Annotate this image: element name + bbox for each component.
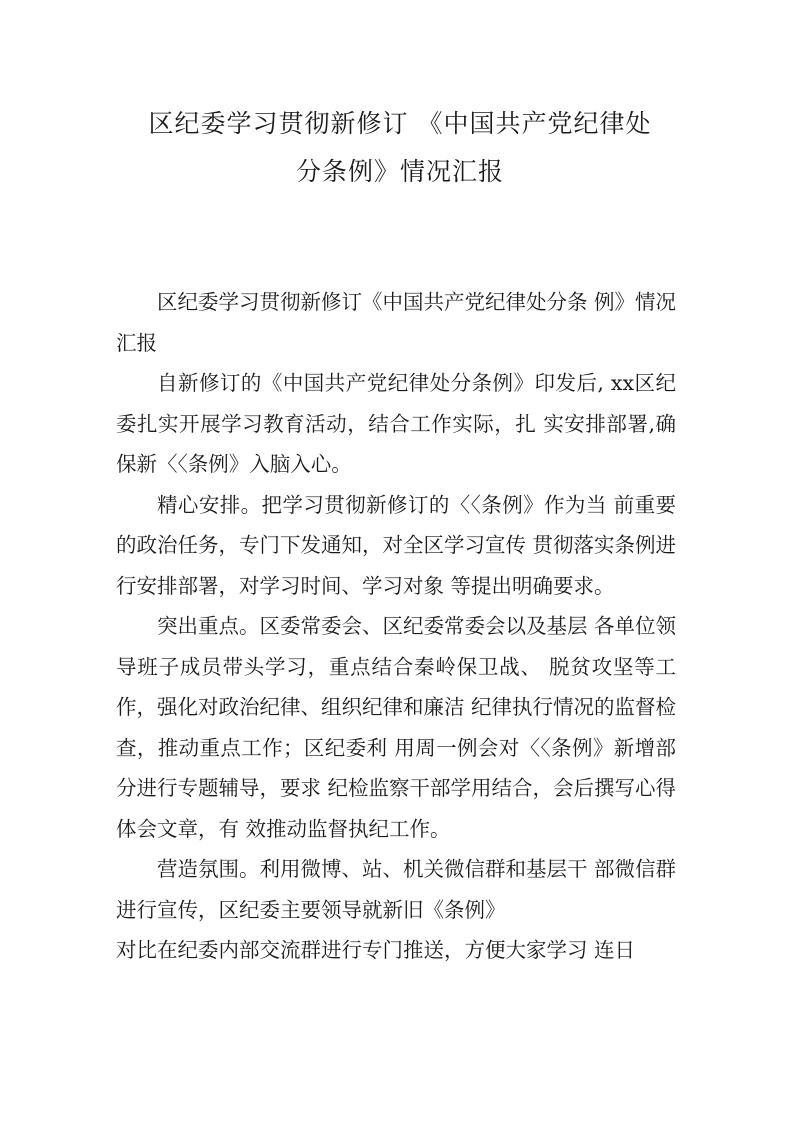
paragraph-highlight-focus: 突出重点。区委常委会、区纪委常委会以及基层 各单位领导班子成员带头学习，重点结合秦岭保卫战、 脱贫攻坚等工作，强化对政治纪律、组织纪律和廉洁 纪律执行情况的监督检查，推动重点工作；区纪委利 用周一例会对〈〈条例》新增部分进行专题辅导，要求 纪检监察干部学用结合，会后撰写心得体会文章，有 效推动监督执纪工作。: [116, 614, 677, 841]
paragraph-careful-arrangement: 精心安排。把学习贯彻新修订的〈〈条例》作为当 前重要的政治任务，专门下发通知，对全区学习宣传 贯彻落实条例进行安排部署，对学习时间、学习对象 等提出明确要求。: [116, 492, 677, 598]
document-body: [116, 282, 676, 971]
title-line-2: 分条例》情况汇报: [295, 157, 504, 186]
paragraph-continuation: 对比在纪委内部交流群进行专门推送，方便大家学习 连日: [116, 938, 636, 962]
document-title: [0, 100, 800, 196]
title-line-1: 区纪委学习贯彻新修订 《中国共产党纪律处: [148, 109, 652, 138]
paragraph-subtitle: 区纪委学习贯彻新修订《中国共产党纪律处分条 例》情况汇报: [116, 290, 677, 355]
paragraph-create-atmosphere: 营造氛围。利用微博、站、机关微信群和基层干 部微信群进行宣传，区纪委主要领导就新旧《条例》: [116, 857, 677, 922]
paragraph-intro: 自新修订的《中国共产党纪律处分条例》印发后, xx区纪委扎实开展学习教育活动，结合工作实际，扎 实安排部署,确保新〈〈条例》入脑入心。: [116, 371, 676, 476]
